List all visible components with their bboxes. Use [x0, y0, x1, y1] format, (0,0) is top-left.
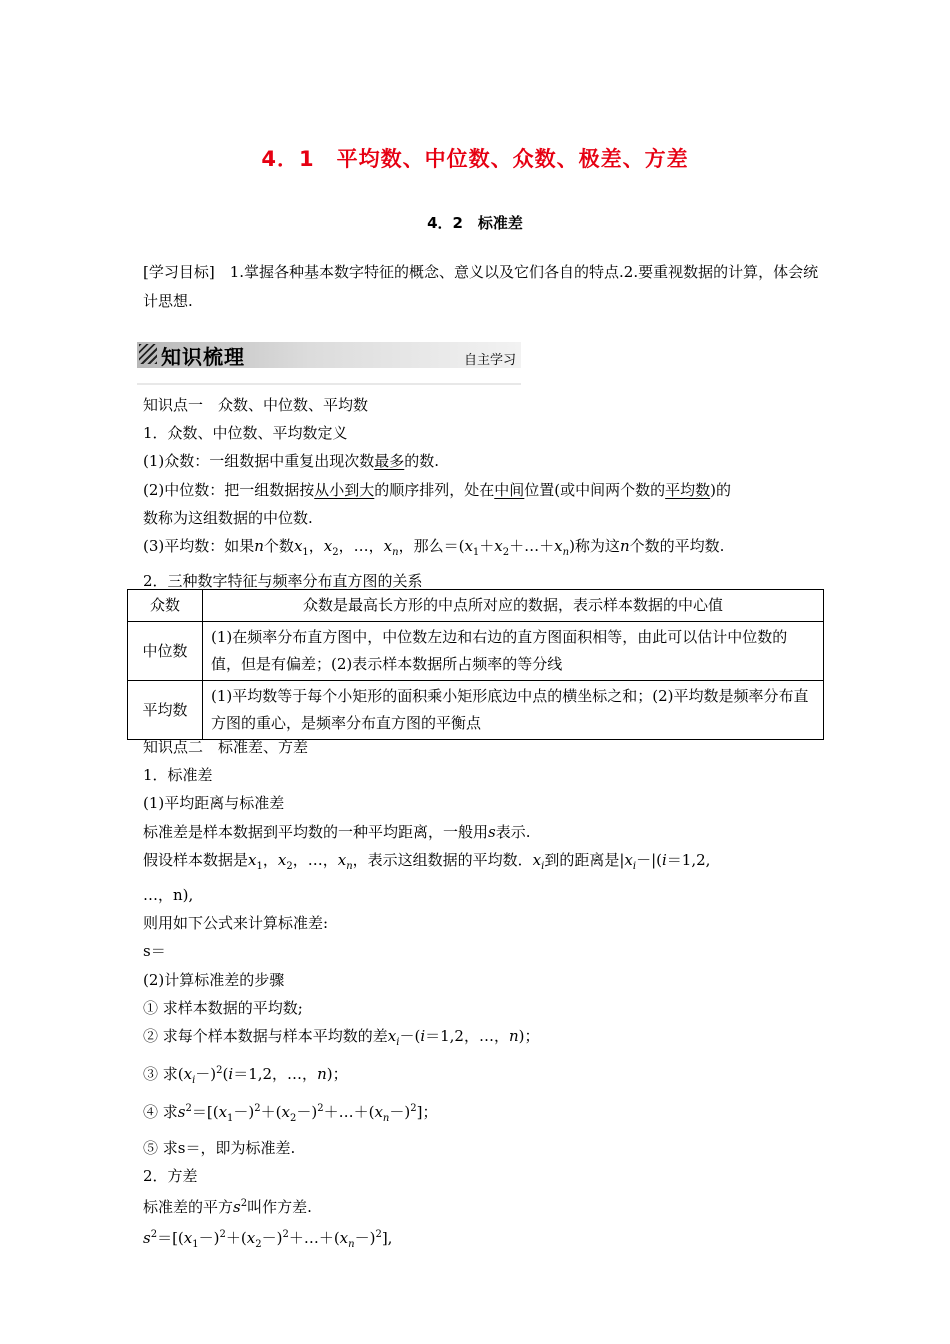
median-definition-cont: 数称为这组数据的中位数. [143, 508, 313, 527]
learning-goals: [学习目标] 1.掌握各种基本数字特征的概念、意义以及它们各自的特点.2.要重视数据的计算，体会统计思想. [143, 263, 819, 310]
table-key: 中位数 [128, 622, 203, 681]
page-subtitle: 4．2 标准差 [427, 214, 523, 232]
kp2-p4: …，n), [143, 886, 194, 905]
section-banner [137, 337, 521, 389]
kp2-heading: 知识点二 标准差、方差 [143, 738, 309, 756]
median-definition: (2)中位数：把一组数据按从小到大的顺序排列，处在中间位置(或中间两个数的平均数)的 [143, 480, 732, 499]
variance-formula: $s^2=[(x_1-)^2+(x_2-)^2+\dots+(x_n-)^2]$, [143, 1229, 393, 1251]
kp2-p7: (2)计算标准差的步骤 [143, 970, 285, 989]
statistics-table [127, 589, 824, 740]
kp2-p6: s＝ [143, 942, 166, 961]
step-5: ⑤ 求s＝，即为标准差. [143, 1138, 296, 1157]
table-row [128, 590, 824, 622]
kp2-p1: (1)平均距离与标准差 [143, 794, 285, 813]
kp1-section-1: 1．众数、中位数、平均数定义 [143, 424, 348, 443]
step-4: ④ 求$s^2=[(x_1-)^2+(x_2-)^2+\dots+(x_n-)^2]$； [143, 1103, 438, 1125]
kp2-section-2: 2．方差 [143, 1166, 198, 1185]
kp2-p5: 则用如下公式来计算标准差: [143, 914, 329, 933]
table-key: 平均数 [128, 681, 203, 740]
knowledge-point-2 [143, 733, 823, 1259]
banner-title: 知识梳理 [161, 345, 245, 369]
mode-definition: (1)众数：一组数据中重复出现次数最多的数. [143, 452, 440, 471]
table-value: (1)在频率分布直方图中，中位数左边和右边的直方图面积相等，由此可以估计中位数的值，但是有偏差；(2)表示样本数据所占频率的等分线 [203, 622, 824, 681]
kp1-heading: 知识点一 众数、中位数、平均数 [143, 396, 369, 414]
table-value: (1)平均数等于每个小矩形的面积乘小矩形底边中点的横坐标之和；(2)平均数是频率分布直方图的重心，是频率分布直方图的平衡点 [203, 681, 824, 740]
kp2-section-1: 1．标准差 [143, 766, 213, 785]
kp1-section-2: 2．三种数字特征与频率分布直方图的关系 [143, 572, 423, 591]
knowledge-point-1 [143, 391, 823, 595]
step-3: ③ 求$(x_i-)^2(i=1,2$，…，n)； [143, 1065, 348, 1087]
kp2-p2: 标准差是样本数据到平均数的一种平均距离，一般用s表示. [143, 822, 531, 841]
kp2-p3: 假设样本数据是$x_1$，$x_2$，…，$x_n$，表示这组数据的平均数．$x_i$到的距离是$|x_i-|(i=1,2$, [143, 850, 711, 872]
table-key: 众数 [128, 590, 203, 622]
variance-definition: 标准差的平方$s^2$叫作方差. [143, 1198, 312, 1217]
table-value: 众数是最高长方形的中点所对应的数据，表示样本数据的中心值 [203, 590, 824, 622]
stripes-icon [139, 344, 157, 364]
table-row [128, 622, 824, 681]
table-row [128, 681, 824, 740]
mean-definition: (3)平均数：如果n个数$x_1$，$x_2$，…，$x_n$，那么$=(x_1+x_2+\dots+x_n)$称为这n个数的平均数. [143, 537, 725, 559]
step-2: ② 求每个样本数据与样本平均数的差$x_i-(i=1,2$，…，n)； [143, 1027, 540, 1049]
page-title: 4．1 平均数、中位数、众数、极差、方差 [261, 147, 689, 171]
banner-tag: 自主学习 [464, 353, 517, 368]
step-1: ① 求样本数据的平均数; [143, 998, 303, 1017]
